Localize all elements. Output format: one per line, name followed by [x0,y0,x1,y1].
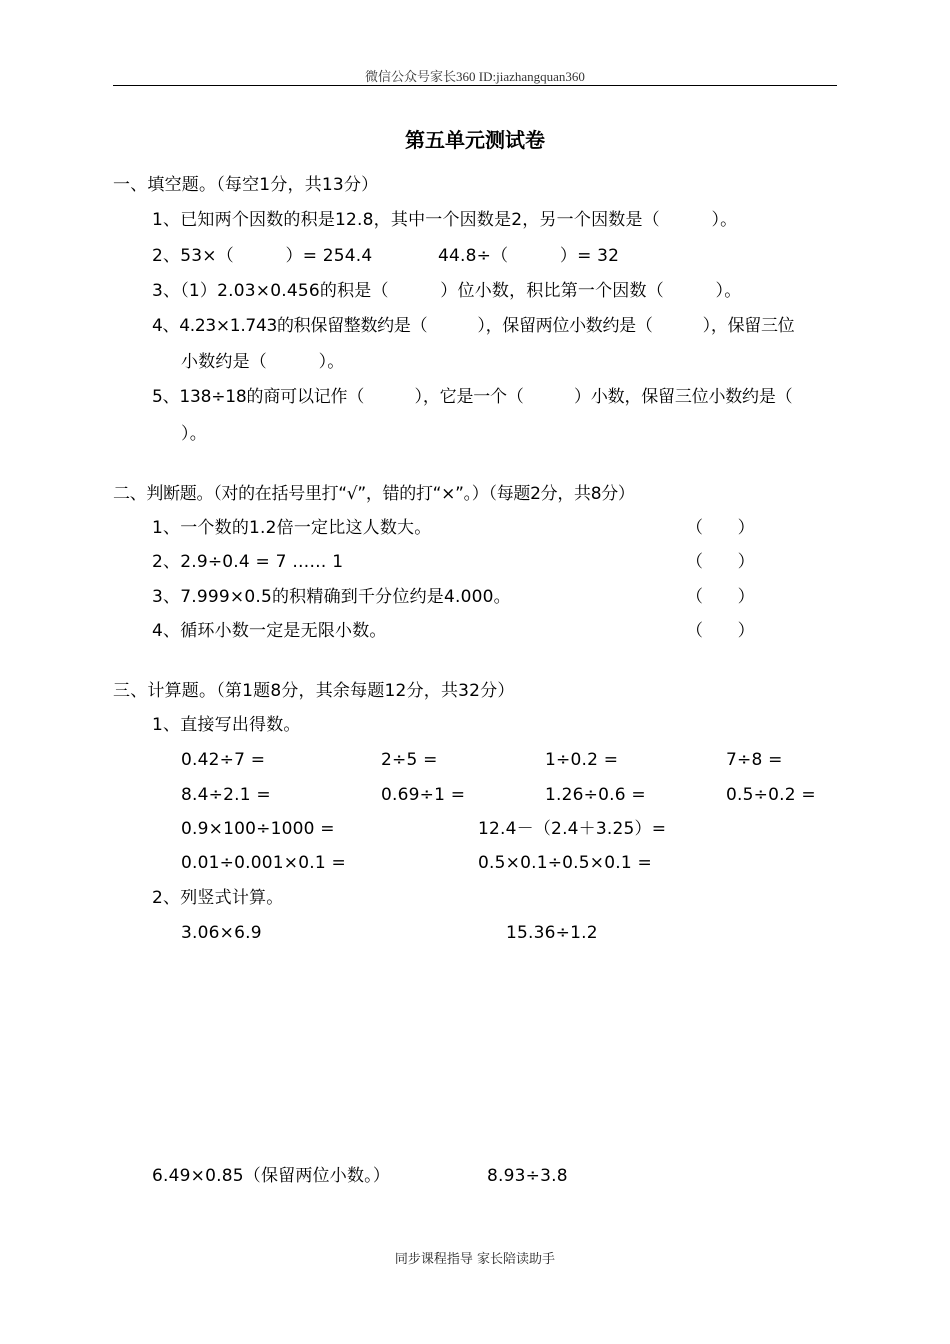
question-1-4-line2: 小数约是（ ）。 [181,352,345,372]
question-1-5-line2: ）。 [181,424,207,444]
section3-heading: 三、计算题。（第1题8分，其余每题12分，共32分） [113,681,515,701]
calc-item: 8.4÷2.1 = [181,785,271,805]
section1-heading: 一、填空题。（每空1分，共13分） [113,175,379,195]
judge-bracket-3: （ ） [686,587,755,607]
calc-item: 0.9×100÷1000 = [181,819,335,839]
question-1-2b: 44.8÷（ ）= 32 [438,246,620,266]
calc-item: 0.5×0.1÷0.5×0.1 = [478,853,652,873]
question-1-1: 1、已知两个因数的积是12.8，其中一个因数是2，另一个因数是（ ）。 [152,210,738,230]
question-1-3: 3、（1）2.03×0.456的积是（ ）位小数，积比第一个因数（ ）。 [152,281,742,301]
calc-item: 1÷0.2 = [545,750,619,770]
calc-item: 7÷8 = [726,750,783,770]
question-1-2a: 2、53×（ ）= 254.4 [152,246,373,266]
judge-item-1: 1、一个数的1.2倍一定比这人数大。 [152,518,432,538]
calc-item: 1.26÷0.6 = [545,785,646,805]
judge-item-2: 2、2.9÷0.4 = 7 …… 1 [152,552,344,572]
judge-item-4: 4、循环小数一定是无限小数。 [152,621,387,641]
calc-item: 0.69÷1 = [381,785,466,805]
vertical-calc-item: 6.49×0.85（保留两位小数。） [152,1166,391,1186]
judge-bracket-1: （ ） [686,518,755,538]
section2-heading: 二、判断题。（对的在括号里打“√”，错的打“×”。）（每题2分，共8分） [113,484,635,504]
judge-bracket-2: （ ） [686,552,755,572]
calc-sub1-title: 1、直接写出得数。 [152,715,301,735]
calc-item: 2÷5 = [381,750,438,770]
judge-item-3: 3、7.999×0.5的积精确到千分位约是4.000。 [152,587,511,607]
vertical-calc-item: 8.93÷3.8 [487,1166,568,1186]
page-footer: 同步课程指导 家长陪读助手 [394,1252,556,1267]
page-header: 微信公众号家长360 ID:jiazhangquan360 [365,69,585,84]
header-divider [113,85,837,86]
calc-item: 0.01÷0.001×0.1 = [181,853,346,873]
vertical-calc-item: 15.36÷1.2 [506,923,598,943]
calc-sub2-title: 2、列竖式计算。 [152,888,284,908]
judge-bracket-4: （ ） [686,621,755,641]
question-1-4-line1: 4、4.23×1.743的积保留整数约是（ ），保留两位小数约是（ ），保留三位 [152,316,795,336]
vertical-calc-item: 3.06×6.9 [181,923,262,943]
page-title: 第五单元测试卷 [405,128,545,152]
calc-item: 0.5÷0.2 = [726,785,816,805]
calc-item: 0.42÷7 = [181,750,266,770]
question-1-5-line1: 5、138÷18的商可以记作（ ），它是一个（ ）小数，保留三位小数约是（ [152,387,793,407]
calc-item: 12.4－（2.4＋3.25）= [478,819,667,839]
